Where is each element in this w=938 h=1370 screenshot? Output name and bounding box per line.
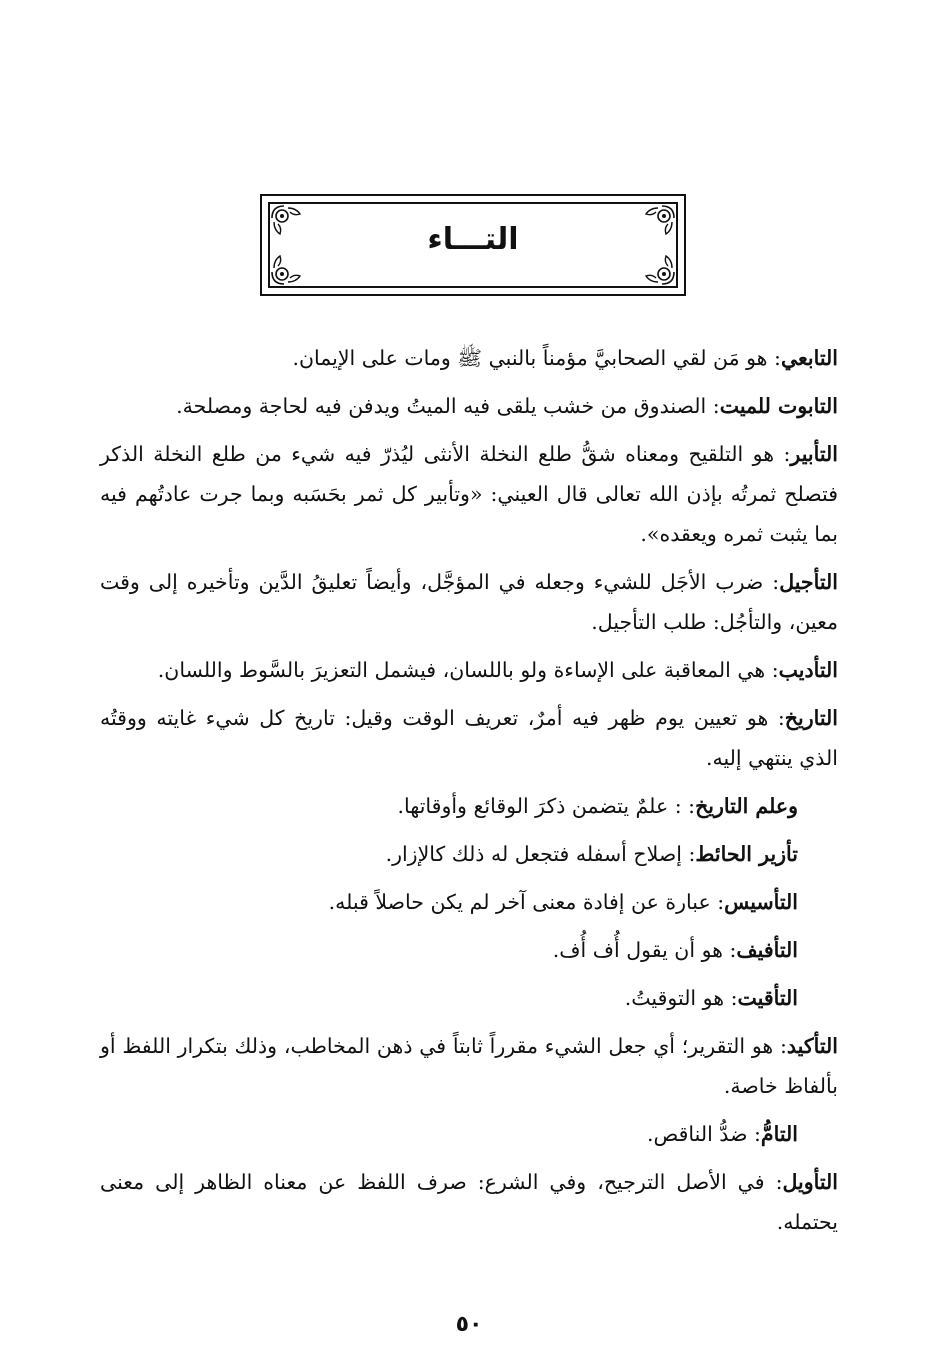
entry-definition: هو تعيين يوم ظهر فيه أمرٌ، تعريف الوقت وقيل: تاريخ كل شيء غايته ووقتُه الذي ينتهي إليه.	[100, 706, 838, 770]
entry-separator: :	[765, 658, 779, 682]
entry-definition: ضرب الأجَل للشيء وجعله في المؤجَّل، وأيضاً تعليقُ الدَّين وتأخيره إلى وقت معين، والتأجُل: طلب التأجيل.	[100, 570, 838, 634]
glossary-entry	[100, 786, 838, 826]
glossary-entry	[100, 650, 838, 690]
entry-separator: :	[706, 394, 720, 418]
glossary-entry	[100, 930, 838, 970]
entry-definition: هو أن يقول أُف أُف.	[552, 938, 723, 962]
entry-separator: :	[768, 706, 785, 730]
entry-separator: :	[767, 346, 781, 370]
entry-definition: هي المعاقبة على الإساءة ولو باللسان، فيشمل التعزيرَ بالسَّوط واللسان.	[157, 658, 766, 682]
entry-definition: في الأصل الترجيح، وفي الشرع: صرف اللفظ عن معناه الظاهر إلى معنى يحتمله.	[100, 1170, 838, 1234]
entry-separator: :	[763, 570, 780, 594]
entry-term: التابعي	[780, 346, 838, 370]
entry-separator: : :	[668, 794, 696, 818]
entry-definition: هو التقرير؛ أي جعل الشيء مقرراً ثابتاً في ذهن المخاطب، وذلك بتكرار اللفظ أو بألفاظ خاصة.	[100, 1034, 838, 1098]
entry-term: التامُّ	[760, 1122, 798, 1146]
entry-separator: :	[724, 986, 738, 1010]
entry-definition: الصندوق من خشب يلقى فيه الميتُ ويدفن فيه لحاجة ومصلحة.	[176, 394, 707, 418]
entry-separator: :	[774, 442, 791, 466]
entry-separator: :	[764, 1170, 783, 1194]
entry-term: التأديب	[778, 658, 838, 682]
page-number: ٥٠	[455, 1312, 483, 1337]
entry-term: التاريخ	[784, 706, 838, 730]
glossary-entry	[100, 1162, 838, 1242]
entry-term: وعلم التاريخ	[695, 794, 798, 818]
glossary-entry	[100, 1026, 838, 1106]
glossary-entry	[100, 386, 838, 426]
entry-definition: ضدُّ الناقص.	[646, 1122, 748, 1146]
glossary-entry	[100, 562, 838, 642]
entry-term: التأفيف	[736, 938, 798, 962]
entry-term: التأكيد	[786, 1034, 838, 1058]
entry-separator: :	[773, 1034, 787, 1058]
glossary-entry	[100, 1114, 838, 1154]
entry-separator: :	[681, 842, 696, 866]
entry-term: تأزير الحائط	[695, 842, 798, 866]
entry-term: التأسيس	[724, 890, 798, 914]
entry-definition: علمٌ يتضمن ذكرَ الوقائع وأوقاتها.	[397, 794, 669, 818]
entry-term: التأقيت	[737, 986, 798, 1010]
glossary-entry	[100, 338, 838, 378]
glossary-entry	[100, 882, 838, 922]
glossary-entries	[100, 338, 838, 1250]
entry-separator: :	[747, 1122, 761, 1146]
entry-separator: :	[722, 938, 737, 962]
entry-term: التابوت للميت	[719, 394, 838, 418]
glossary-entry	[100, 978, 838, 1018]
entry-definition: إصلاح أسفله فتجعل له ذلك كالإزار.	[385, 842, 682, 866]
entry-definition: عبارة عن إفادة معنى آخر لم يكن حاصلاً قبله.	[328, 890, 711, 914]
section-title: التـــاء	[427, 222, 519, 257]
glossary-entry	[100, 698, 838, 778]
glossary-entry	[100, 834, 838, 874]
entry-definition: هو التلقيح ومعناه شقُّ طلع النخلة الأنثى ليُذرّ فيه شيء من طلع النخلة الذكر فتصلح ثمرتُه بإذن الله تعالى قال العيني: «وتأبير كل ثمر بحَسَبه وبما جرت عادتُهم فيه بما يثبت ثمره ويعقده».	[100, 442, 838, 546]
entry-term: التأجيل	[779, 570, 838, 594]
glossary-entry	[100, 434, 838, 554]
entry-definition: هو مَن لقي الصحابيَّ مؤمناً بالنبي ﷺ ومات على الإيمان.	[292, 346, 768, 370]
entry-separator: :	[710, 890, 725, 914]
title-frame	[260, 194, 686, 296]
entry-term: التأبير	[790, 442, 838, 466]
entry-term: التأويل	[782, 1170, 838, 1194]
entry-definition: هو التوقيتُ.	[624, 986, 725, 1010]
